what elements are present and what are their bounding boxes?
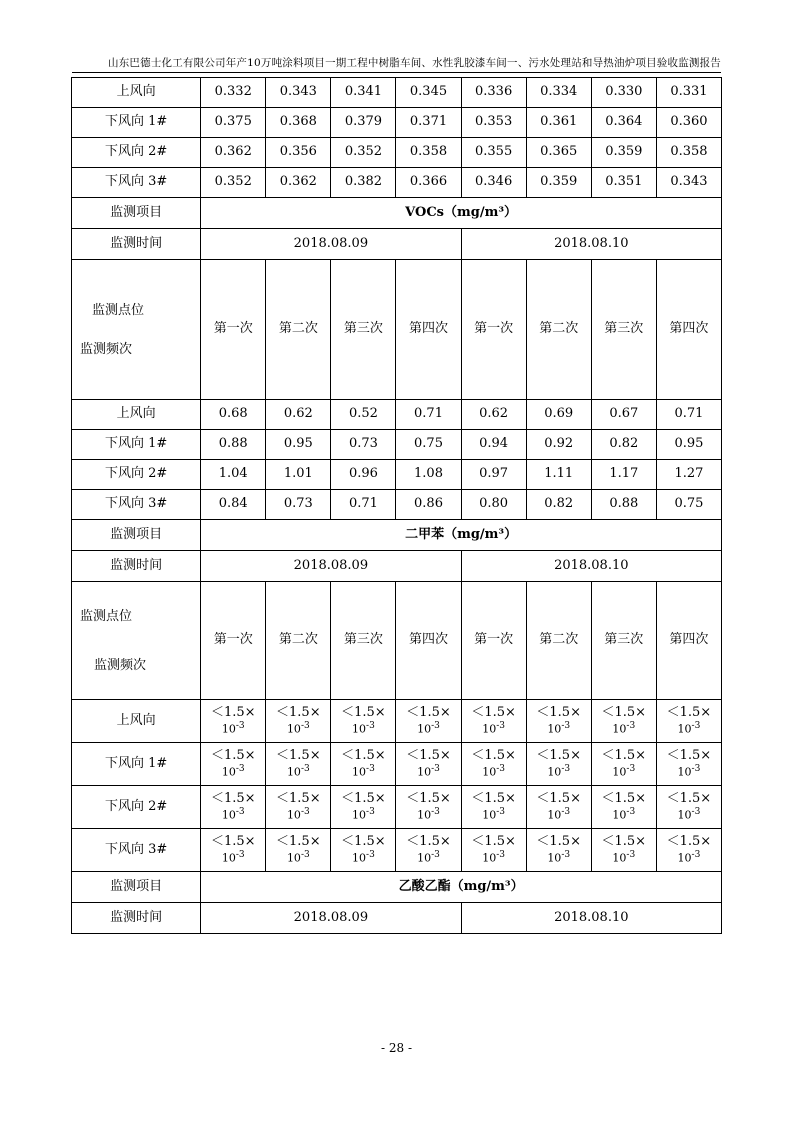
lt-value-line: ＜1.5× <box>536 834 581 850</box>
value-cell: 0.84 <box>201 490 266 520</box>
position-frequency-header <box>72 260 201 400</box>
table-row <box>72 108 722 138</box>
exp-base: 10 <box>221 852 236 866</box>
lt-value-line: ＜1.5× <box>406 791 451 807</box>
value-cell: 0.71 <box>656 400 721 430</box>
below-detection-cell <box>461 700 526 743</box>
exp-power: -3 <box>626 721 636 732</box>
table-row <box>72 198 722 229</box>
exp-power: -3 <box>626 807 636 818</box>
date-cell: 2018.08.10 <box>461 551 721 582</box>
value-cell: 0.362 <box>266 168 331 198</box>
exp-power: -3 <box>300 850 310 861</box>
lt-exponent-line <box>657 850 721 865</box>
value-cell: 0.356 <box>266 138 331 168</box>
value-cell: 0.359 <box>591 138 656 168</box>
exp-power: -3 <box>561 850 571 861</box>
value-cell: 0.355 <box>461 138 526 168</box>
lt-exponent-line <box>527 807 591 822</box>
lt-exponent-line <box>657 807 721 822</box>
lt-value-line: ＜1.5× <box>341 791 386 807</box>
lt-exponent-line <box>527 850 591 865</box>
below-detection-cell <box>461 829 526 872</box>
table-row <box>72 229 722 260</box>
lt-exponent-line <box>331 807 395 822</box>
exp-power: -3 <box>235 764 245 775</box>
exp-base: 10 <box>677 766 692 780</box>
lt-value-line: ＜1.5× <box>276 748 321 764</box>
below-detection-cell <box>591 786 656 829</box>
value-cell: 0.352 <box>201 168 266 198</box>
lt-exponent-line <box>396 850 460 865</box>
value-cell: 0.71 <box>396 400 461 430</box>
exp-base: 10 <box>352 723 367 737</box>
frequency-cell: 第三次 <box>591 260 656 400</box>
below-detection-cell <box>656 743 721 786</box>
frequency-label: 监测频次 <box>80 341 133 357</box>
lt-exponent-line <box>592 850 656 865</box>
lt-exponent-line <box>462 721 526 736</box>
exp-base: 10 <box>612 766 627 780</box>
table-row <box>72 430 722 460</box>
exp-base: 10 <box>612 809 627 823</box>
exp-base: 10 <box>417 809 432 823</box>
row-label: 下风向 3# <box>72 829 201 872</box>
below-detection-cell <box>526 700 591 743</box>
below-detection-cell <box>266 700 331 743</box>
below-detection-cell <box>201 743 266 786</box>
value-cell: 0.343 <box>656 168 721 198</box>
frequency-cell: 第二次 <box>526 260 591 400</box>
frequency-cell: 第一次 <box>461 582 526 700</box>
value-cell: 0.334 <box>526 78 591 108</box>
value-cell: 0.331 <box>656 78 721 108</box>
table-row <box>72 743 722 786</box>
lt-value-line: ＜1.5× <box>471 834 516 850</box>
frequency-cell: 第三次 <box>331 582 396 700</box>
below-detection-cell <box>201 786 266 829</box>
lt-value-line: ＜1.5× <box>536 791 581 807</box>
lt-value-line: ＜1.5× <box>666 834 712 850</box>
below-detection-cell <box>331 743 396 786</box>
lt-exponent-line <box>201 807 265 822</box>
lt-value-line: ＜1.5× <box>406 705 451 721</box>
value-cell: 0.92 <box>526 430 591 460</box>
item-value: 二甲苯（mg/m³） <box>201 520 722 551</box>
date-cell: 2018.08.10 <box>461 229 721 260</box>
exp-power: -3 <box>561 764 571 775</box>
below-detection-cell <box>331 700 396 743</box>
lt-value-line: ＜1.5× <box>276 791 321 807</box>
frequency-cell: 第二次 <box>526 582 591 700</box>
date-cell: 2018.08.09 <box>201 903 461 934</box>
table-row <box>72 551 722 582</box>
value-cell: 0.336 <box>461 78 526 108</box>
table-row <box>72 520 722 551</box>
lt-value-line: ＜1.5× <box>341 748 386 764</box>
lt-exponent-line <box>201 850 265 865</box>
item-label: 监测项目 <box>72 520 201 551</box>
exp-power: -3 <box>431 850 440 861</box>
lt-value-line: ＜1.5× <box>601 791 647 807</box>
value-cell: 0.69 <box>526 400 591 430</box>
below-detection-cell <box>461 743 526 786</box>
lt-value-line: ＜1.5× <box>601 834 647 850</box>
value-cell: 0.96 <box>331 460 396 490</box>
value-cell: 0.379 <box>331 108 396 138</box>
lt-value-line: ＜1.5× <box>536 705 581 721</box>
table-row <box>72 903 722 934</box>
lt-exponent-line <box>592 764 656 779</box>
position-label: 监测点位 <box>80 608 133 624</box>
lt-value-line: ＜1.5× <box>666 705 712 721</box>
exp-base: 10 <box>547 766 562 780</box>
table-row <box>72 138 722 168</box>
exp-base: 10 <box>417 723 432 737</box>
value-cell: 0.332 <box>201 78 266 108</box>
item-value: VOCs（mg/m³） <box>201 198 722 229</box>
lt-exponent-line <box>266 807 330 822</box>
lt-value-line: ＜1.5× <box>276 834 321 850</box>
exp-base: 10 <box>352 766 367 780</box>
page-number: - 28 - <box>380 1041 412 1055</box>
lt-value-line: ＜1.5× <box>210 834 256 850</box>
date-cell: 2018.08.09 <box>201 551 461 582</box>
below-detection-cell <box>591 743 656 786</box>
value-cell: 0.361 <box>526 108 591 138</box>
exp-power: -3 <box>235 807 245 818</box>
frequency-cell: 第四次 <box>396 582 461 700</box>
lt-value-line: ＜1.5× <box>210 705 256 721</box>
lt-exponent-line <box>266 850 330 865</box>
value-cell: 0.366 <box>396 168 461 198</box>
row-label: 上风向 <box>72 700 201 743</box>
below-detection-cell <box>591 829 656 872</box>
lt-exponent-line <box>657 721 721 736</box>
exp-power: -3 <box>300 807 310 818</box>
table-row <box>72 582 722 700</box>
exp-power: -3 <box>366 850 375 861</box>
exp-base: 10 <box>221 723 236 737</box>
row-label: 下风向 2# <box>72 460 201 490</box>
below-detection-cell <box>201 829 266 872</box>
exp-power: -3 <box>626 764 636 775</box>
exp-base: 10 <box>286 723 301 737</box>
value-cell: 0.95 <box>266 430 331 460</box>
date-cell: 2018.08.10 <box>461 903 721 934</box>
table-row <box>72 168 722 198</box>
value-cell: 1.27 <box>656 460 721 490</box>
value-cell: 0.94 <box>461 430 526 460</box>
exp-base: 10 <box>417 766 432 780</box>
row-label: 上风向 <box>72 78 201 108</box>
frequency-cell: 第一次 <box>461 260 526 400</box>
lt-exponent-line <box>462 807 526 822</box>
frequency-cell: 第四次 <box>656 260 721 400</box>
value-cell: 0.358 <box>656 138 721 168</box>
value-cell: 0.82 <box>591 430 656 460</box>
time-label: 监测时间 <box>72 551 201 582</box>
value-cell: 0.71 <box>331 490 396 520</box>
lt-exponent-line <box>201 764 265 779</box>
exp-base: 10 <box>352 852 367 866</box>
lt-exponent-line <box>331 721 395 736</box>
lt-exponent-line <box>462 764 526 779</box>
exp-power: -3 <box>366 721 375 732</box>
below-detection-cell <box>591 700 656 743</box>
below-detection-cell <box>526 786 591 829</box>
lt-value-line: ＜1.5× <box>210 791 256 807</box>
below-detection-cell <box>526 743 591 786</box>
value-cell: 0.368 <box>266 108 331 138</box>
exp-base: 10 <box>221 766 236 780</box>
exp-power: -3 <box>300 721 310 732</box>
below-detection-cell <box>266 829 331 872</box>
value-cell: 0.358 <box>396 138 461 168</box>
value-cell: 0.52 <box>331 400 396 430</box>
below-detection-cell <box>656 829 721 872</box>
exp-power: -3 <box>235 721 245 732</box>
value-cell: 1.11 <box>526 460 591 490</box>
exp-power: -3 <box>496 850 505 861</box>
table-row <box>72 460 722 490</box>
lt-exponent-line <box>266 721 330 736</box>
exp-base: 10 <box>482 852 497 866</box>
exp-base: 10 <box>286 766 301 780</box>
row-label: 下风向 1# <box>72 108 201 138</box>
exp-power: -3 <box>366 764 375 775</box>
time-label: 监测时间 <box>72 903 201 934</box>
lt-value-line: ＜1.5× <box>601 705 647 721</box>
value-cell: 0.88 <box>591 490 656 520</box>
value-cell: 0.343 <box>266 78 331 108</box>
value-cell: 0.75 <box>656 490 721 520</box>
row-label: 下风向 3# <box>72 490 201 520</box>
lt-value-line: ＜1.5× <box>601 748 647 764</box>
row-label: 下风向 1# <box>72 743 201 786</box>
lt-value-line: ＜1.5× <box>536 748 581 764</box>
table-row <box>72 786 722 829</box>
below-detection-cell <box>526 829 591 872</box>
position-frequency-header <box>72 582 201 700</box>
value-cell: 0.346 <box>461 168 526 198</box>
below-detection-cell <box>331 829 396 872</box>
lt-value-line: ＜1.5× <box>341 834 386 850</box>
value-cell: 1.17 <box>591 460 656 490</box>
value-cell: 0.88 <box>201 430 266 460</box>
exp-power: -3 <box>431 721 440 732</box>
value-cell: 0.359 <box>526 168 591 198</box>
lt-exponent-line <box>527 764 591 779</box>
below-detection-cell <box>396 829 461 872</box>
lt-value-line: ＜1.5× <box>341 705 386 721</box>
value-cell: 0.360 <box>656 108 721 138</box>
lt-value-line: ＜1.5× <box>210 748 256 764</box>
value-cell: 0.382 <box>331 168 396 198</box>
value-cell: 0.345 <box>396 78 461 108</box>
value-cell: 0.80 <box>461 490 526 520</box>
time-label: 监测时间 <box>72 229 201 260</box>
below-detection-cell <box>656 700 721 743</box>
value-cell: 1.08 <box>396 460 461 490</box>
value-cell: 0.75 <box>396 430 461 460</box>
lt-value-line: ＜1.5× <box>666 748 712 764</box>
row-label: 下风向 2# <box>72 786 201 829</box>
below-detection-cell <box>266 743 331 786</box>
table-row <box>72 400 722 430</box>
exp-base: 10 <box>547 809 562 823</box>
lt-value-line: ＜1.5× <box>276 705 321 721</box>
exp-power: -3 <box>691 764 701 775</box>
value-cell: 0.352 <box>331 138 396 168</box>
lt-exponent-line <box>331 850 395 865</box>
value-cell: 0.62 <box>461 400 526 430</box>
item-label: 监测项目 <box>72 198 201 229</box>
exp-power: -3 <box>496 807 505 818</box>
lt-exponent-line <box>331 764 395 779</box>
lt-value-line: ＜1.5× <box>471 748 516 764</box>
table-row <box>72 872 722 903</box>
exp-base: 10 <box>547 852 562 866</box>
below-detection-cell <box>656 786 721 829</box>
table-row <box>72 260 722 400</box>
report-header: 山东巴德士化工有限公司年产10万吨涂料项目一期工程中树脂车间、水性乳胶漆车间一、污水处理站和导热油炉项目验收监测报告 <box>72 55 721 73</box>
lt-exponent-line <box>592 807 656 822</box>
value-cell: 0.82 <box>526 490 591 520</box>
value-cell: 0.62 <box>266 400 331 430</box>
exp-base: 10 <box>612 852 627 866</box>
value-cell: 0.95 <box>656 430 721 460</box>
exp-base: 10 <box>482 766 497 780</box>
lt-exponent-line <box>657 764 721 779</box>
value-cell: 0.68 <box>201 400 266 430</box>
value-cell: 0.351 <box>591 168 656 198</box>
value-cell: 0.67 <box>591 400 656 430</box>
frequency-cell: 第二次 <box>266 260 331 400</box>
row-label: 上风向 <box>72 400 201 430</box>
value-cell: 0.371 <box>396 108 461 138</box>
exp-power: -3 <box>561 721 571 732</box>
below-detection-cell <box>331 786 396 829</box>
lt-value-line: ＜1.5× <box>471 791 516 807</box>
value-cell: 0.364 <box>591 108 656 138</box>
below-detection-cell <box>266 786 331 829</box>
frequency-cell: 第四次 <box>656 582 721 700</box>
below-detection-cell <box>396 786 461 829</box>
lt-exponent-line <box>266 764 330 779</box>
row-label: 下风向 1# <box>72 430 201 460</box>
frequency-cell: 第一次 <box>201 260 266 400</box>
item-value: 乙酸乙酯（mg/m³） <box>201 872 722 903</box>
lt-exponent-line <box>396 764 460 779</box>
exp-power: -3 <box>691 807 701 818</box>
value-cell: 0.353 <box>461 108 526 138</box>
table-row <box>72 700 722 743</box>
exp-power: -3 <box>235 850 245 861</box>
exp-base: 10 <box>677 723 692 737</box>
value-cell: 0.86 <box>396 490 461 520</box>
exp-power: -3 <box>431 764 440 775</box>
value-cell: 0.362 <box>201 138 266 168</box>
position-label: 监测点位 <box>92 302 145 318</box>
exp-power: -3 <box>691 850 701 861</box>
value-cell: 0.330 <box>591 78 656 108</box>
frequency-cell: 第三次 <box>331 260 396 400</box>
row-label: 下风向 2# <box>72 138 201 168</box>
below-detection-cell <box>396 700 461 743</box>
table-row <box>72 829 722 872</box>
exp-base: 10 <box>352 809 367 823</box>
below-detection-cell <box>461 786 526 829</box>
value-cell: 0.97 <box>461 460 526 490</box>
row-label: 下风向 3# <box>72 168 201 198</box>
exp-power: -3 <box>561 807 571 818</box>
lt-value-line: ＜1.5× <box>406 748 451 764</box>
exp-base: 10 <box>286 809 301 823</box>
item-label: 监测项目 <box>72 872 201 903</box>
exp-power: -3 <box>626 850 636 861</box>
exp-base: 10 <box>482 723 497 737</box>
exp-power: -3 <box>691 721 701 732</box>
frequency-cell: 第二次 <box>266 582 331 700</box>
lt-exponent-line <box>396 721 460 736</box>
value-cell: 0.341 <box>331 78 396 108</box>
lt-value-line: ＜1.5× <box>666 791 712 807</box>
exp-power: -3 <box>300 764 310 775</box>
lt-exponent-line <box>592 721 656 736</box>
lt-exponent-line <box>396 807 460 822</box>
frequency-cell: 第三次 <box>591 582 656 700</box>
frequency-label: 监测频次 <box>94 657 147 673</box>
lt-value-line: ＜1.5× <box>471 705 516 721</box>
exp-power: -3 <box>496 721 505 732</box>
table-row <box>72 490 722 520</box>
exp-base: 10 <box>612 723 627 737</box>
lt-exponent-line <box>462 850 526 865</box>
value-cell: 1.04 <box>201 460 266 490</box>
exp-base: 10 <box>547 723 562 737</box>
lt-exponent-line <box>527 721 591 736</box>
monitoring-table <box>71 77 722 934</box>
value-cell: 0.365 <box>526 138 591 168</box>
lt-value-line: ＜1.5× <box>406 834 451 850</box>
value-cell: 0.73 <box>331 430 396 460</box>
value-cell: 1.01 <box>266 460 331 490</box>
frequency-cell: 第一次 <box>201 582 266 700</box>
exp-base: 10 <box>482 809 497 823</box>
exp-base: 10 <box>677 852 692 866</box>
exp-base: 10 <box>221 809 236 823</box>
exp-power: -3 <box>366 807 375 818</box>
below-detection-cell <box>201 700 266 743</box>
exp-base: 10 <box>417 852 432 866</box>
below-detection-cell <box>396 743 461 786</box>
lt-exponent-line <box>201 721 265 736</box>
date-cell: 2018.08.09 <box>201 229 461 260</box>
exp-base: 10 <box>286 852 301 866</box>
frequency-cell: 第四次 <box>396 260 461 400</box>
value-cell: 0.375 <box>201 108 266 138</box>
exp-power: -3 <box>431 807 440 818</box>
exp-power: -3 <box>496 764 505 775</box>
table-row <box>72 78 722 108</box>
value-cell: 0.73 <box>266 490 331 520</box>
exp-base: 10 <box>677 809 692 823</box>
